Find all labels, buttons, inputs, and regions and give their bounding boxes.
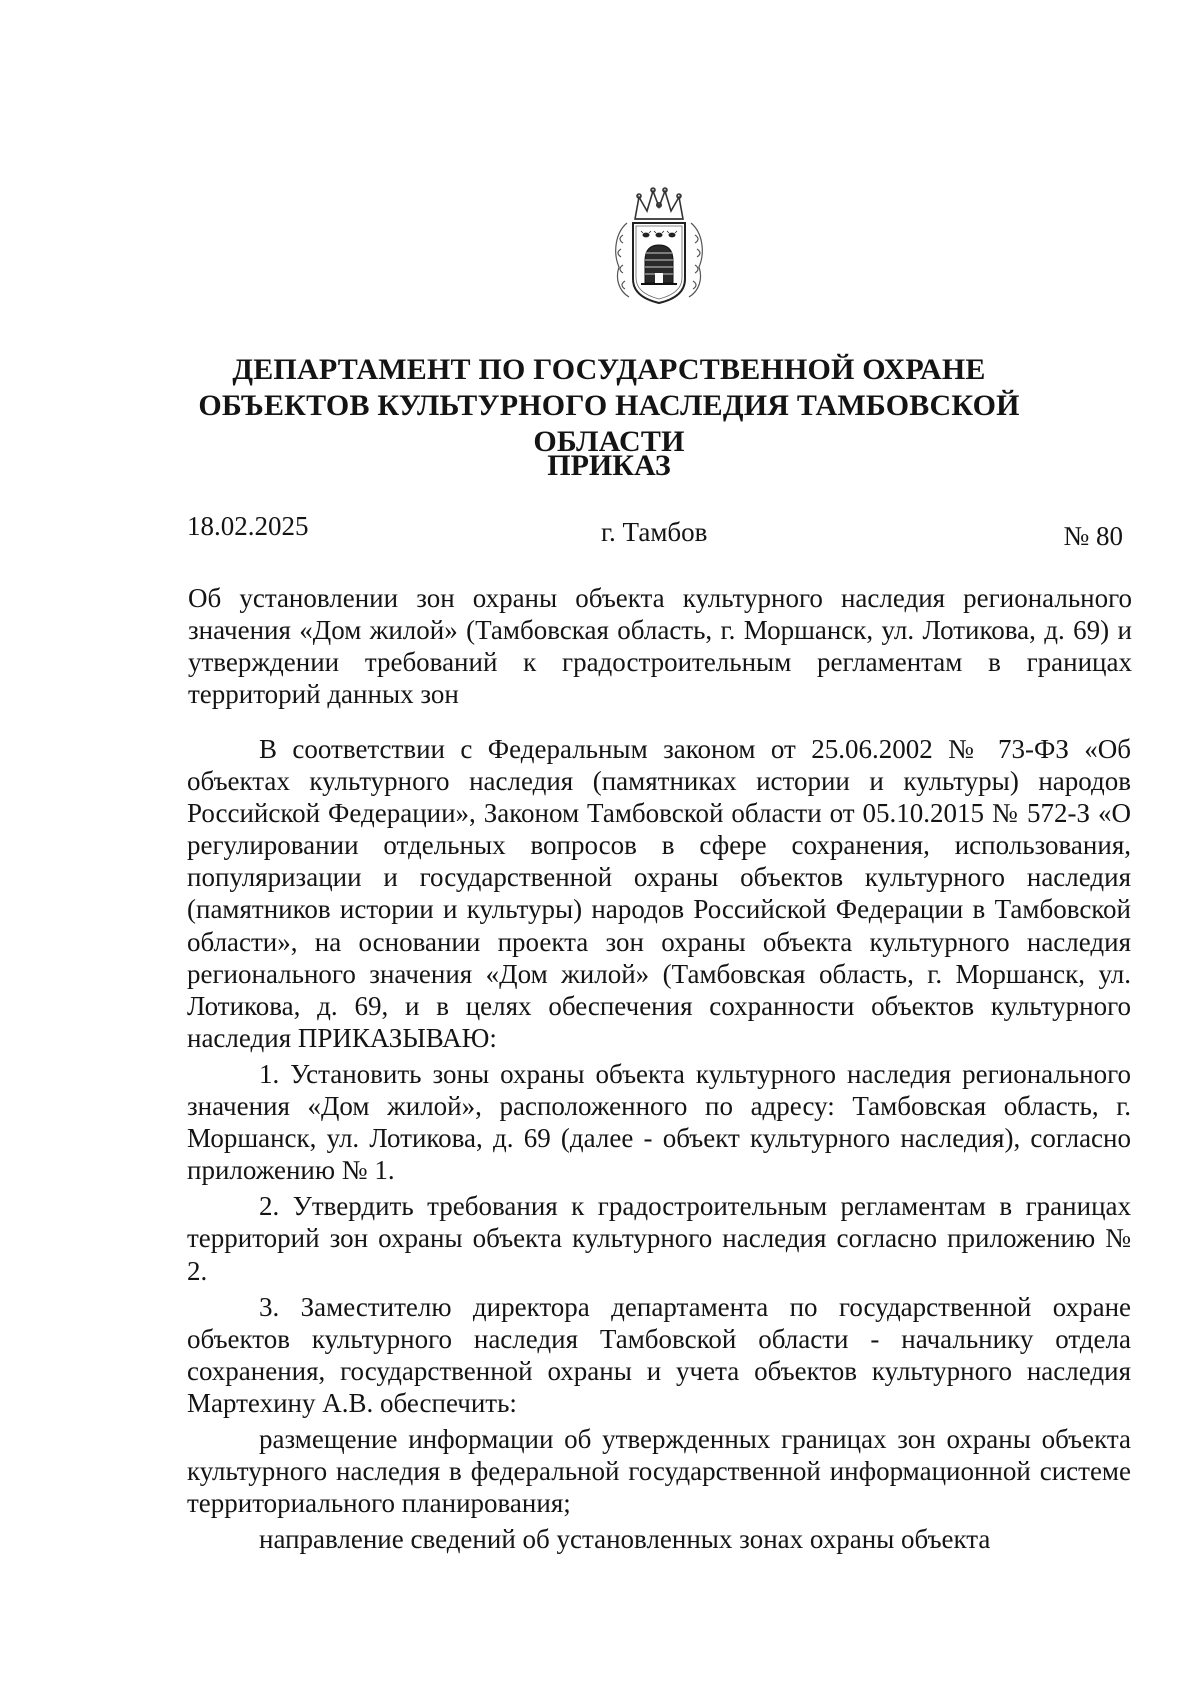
document-subject: Об установлении зон охраны объекта культурного наследия регионального значения «Дом жилой» (Тамбовская область, г. Моршанск, ул. Лотикова, д. 69) и утверждении требований к градостроительным регламентам в границах территорий данных зон [188,583,1132,709]
body-paragraph-item-2: 2. Утвердить требования к градостроительным регламентам в границах территорий зон охраны объекта культурного наследия согласно приложению № 2. [187,1191,1131,1286]
document-body [187,733,1131,1559]
body-paragraph-preamble: В соответствии с Федеральным законом от 25.06.2002 № 73-ФЗ «Об объектах культурного наследия (памятниках истории и культуры) народов Российской Федерации», Законом Тамбовской области от 05.10.2015 № 572-З «О регулировании отдельных вопросов в сфере сохранения, использования, популяризации и государственной охраны объектов культурного наследия (памятников истории и культуры) народов Российской Федерации в Тамбовской области», на основании проекта зон охраны объекта культурного наследия регионального значения «Дом жилой» (Тамбовская область, г. Моршанск, ул. Лотикова, д. 69, и в целях обеспечения сохранности объектов культурного наследия ПРИКАЗЫВАЮ: [187,734,1131,1053]
body-paragraph-item-1: 1. Установить зоны охраны объекта культурного наследия регионального значения «Дом жилой», расположенного по адресу: Тамбовская область, г. Моршанск, ул. Лотикова, д. 69 (далее - объект культурного наследия), согласно приложению № 1. [187,1058,1131,1186]
document-type: ПРИКАЗ [547,449,671,482]
document-city: г. Тамбов [601,517,708,547]
body-paragraph-item-3: 3. Заместителю директора департамента по государственной охране объектов культурного наследия Тамбовской области - начальнику отдела сохранения, государственной охраны и учета объектов культурного наследия Мартехину А.В. обеспечить: [187,1291,1131,1418]
body-paragraph-item-3b: направление сведений об установленных зонах охраны объекта [259,1524,991,1555]
tambov-coat-of-arms-icon [609,183,709,309]
document-date: 18.02.2025 [187,511,309,541]
document-number: № 80 [1063,521,1123,551]
department-title: ДЕПАРТАМЕНТ ПО ГОСУДАРСТВЕННОЙ ОХРАНЕ ОБЪЕКТОВ КУЛЬТУРНОГО НАСЛЕДИЯ ТАМБОВСКОЙ ОБЛАСТИ [198,353,1020,458]
body-paragraph-item-3a: размещение информации об утвержденных границах зон охраны объекта культурного наследия в федеральной государственной информационной системе территориального планирования; [187,1423,1131,1519]
